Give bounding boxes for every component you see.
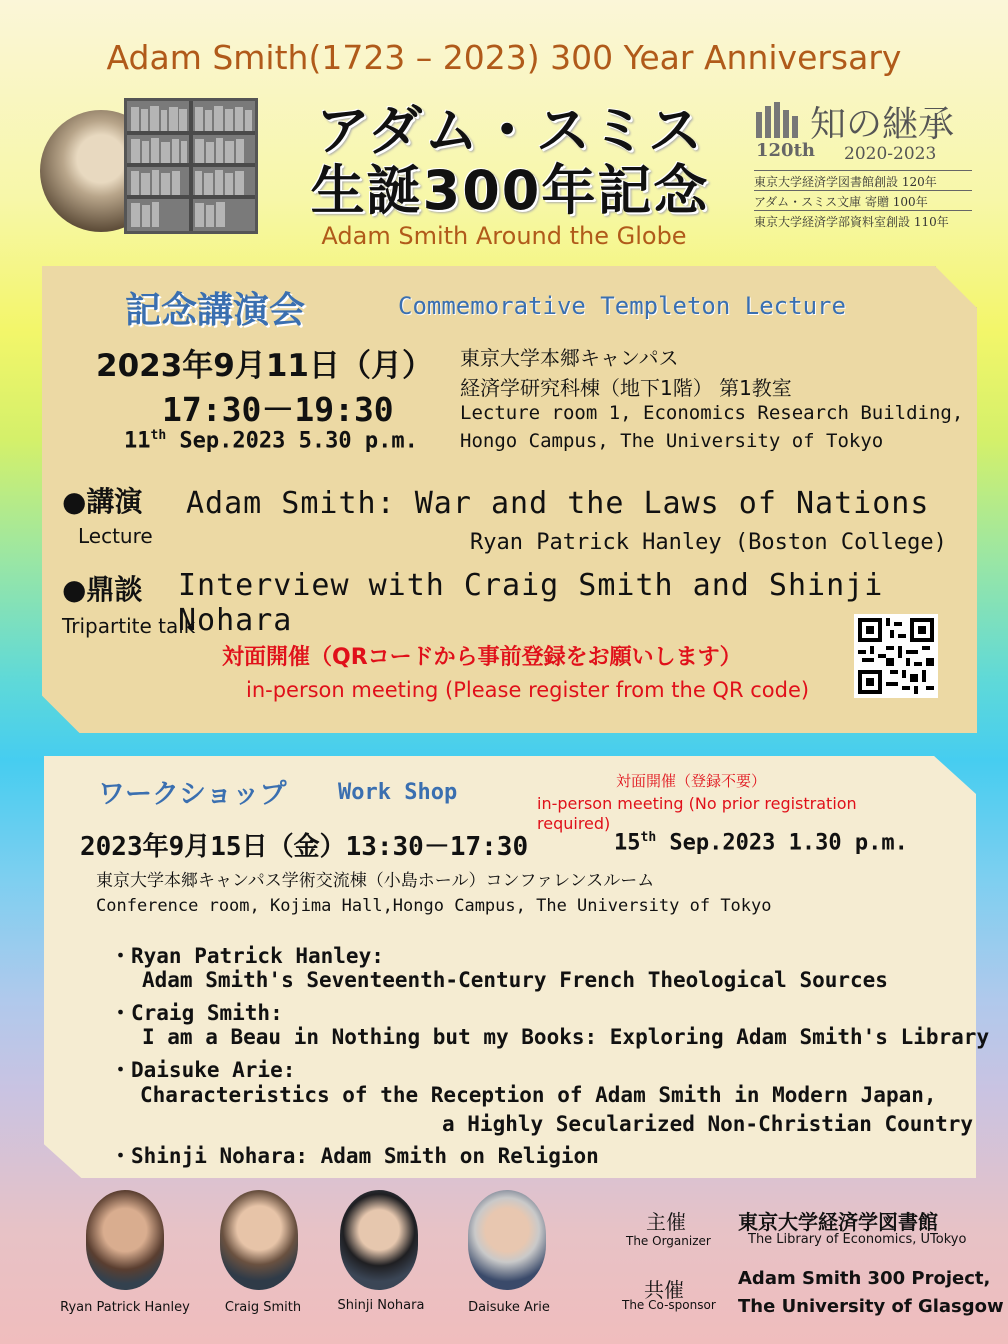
bars-icon — [754, 102, 804, 142]
talk-label: ●鼎談 — [62, 573, 143, 606]
lecture-label: ●講演 — [62, 485, 143, 518]
talk-title: Interview with Craig Smith and Shinji Nohara — [178, 568, 884, 638]
logo-line: アダム・スミス文庫 寄贈 100年 — [754, 190, 972, 210]
workshop-talk-title: Adam Smith's Seventeenth-Century French Theological Sources — [142, 968, 888, 992]
workshop-date-en: 15th Sep.2023 1.30 p.m. — [614, 830, 908, 856]
cosponsor-name: Adam Smith 300 Project, — [738, 1268, 991, 1289]
speaker-name: Daisuke Arie — [468, 1300, 550, 1315]
organizer-label-en: The Organizer — [626, 1234, 711, 1248]
workshop-venue-en: Conference room, Kojima Hall,Hongo Campus, The University of Tokyo — [96, 896, 772, 916]
speaker-name: Ryan Patrick Hanley — [60, 1300, 190, 1315]
subtitle: Adam Smith Around the Globe — [321, 222, 687, 250]
speaker-photo — [340, 1190, 418, 1290]
logo-line: 東京大学経済学図書館創設 120年 — [754, 170, 972, 190]
organizer-label: 主催 — [646, 1210, 686, 1234]
cosponsor-name: The University of Glasgow — [738, 1296, 1004, 1317]
talk-label-en: Tripartite talk — [62, 614, 196, 638]
workshop-date: 2023年9月15日（金）13:30－17:30 — [80, 832, 529, 862]
speaker-photo — [468, 1190, 546, 1290]
lecture-venue-line: 経済学研究科棟（地下1階） 第1教室 — [460, 376, 792, 400]
workshop-note-en: in-person meeting (No prior registration required) — [537, 794, 857, 833]
speaker-photo — [86, 1190, 164, 1290]
lecture-venue-line: 東京大学本郷キャンパス — [460, 346, 679, 370]
lecture-venue-line: Lecture room 1, Economics Research Building, — [460, 402, 964, 424]
cosponsor-label: 共催 — [644, 1278, 684, 1302]
workshop-speaker: ・Shinji Nohara: Adam Smith on Religion — [110, 1144, 599, 1168]
logo-years: 2020-2023 — [844, 144, 937, 164]
speaker-name: Shinji Nohara — [337, 1298, 425, 1313]
cosponsor-label-en: The Co-sponsor — [622, 1298, 716, 1312]
qr-code[interactable] — [854, 614, 938, 698]
lecture-date-en: 11th Sep.2023 5.30 p.m. — [124, 428, 418, 454]
lecture-venue-line: Hongo Campus, The University of Tokyo — [460, 430, 884, 452]
logo-title: 知の継承 — [810, 104, 955, 145]
organizer-name: 東京大学経済学図書館 — [738, 1210, 938, 1234]
registration-note-en: in-person meeting (Please register from the QR code) — [246, 678, 810, 702]
workshop-section-title-en: Work Shop — [338, 780, 458, 805]
workshop-talk-title: a Highly Secularized Non-Christian Country — [442, 1112, 974, 1136]
lecture-label-en: Lecture — [78, 524, 153, 548]
lecture-date: 2023年9月11日（月） — [96, 348, 433, 384]
logo-line: 東京大学経済学部資料室創設 110年 — [754, 210, 972, 230]
workshop-venue: 東京大学本郷キャンパス学術交流棟（小島ホール）コンファレンスルーム — [96, 871, 655, 891]
logo-number: 120th — [756, 140, 815, 161]
workshop-talk-title: Characteristics of the Reception of Adam Smith in Modern Japan, — [140, 1083, 937, 1107]
workshop-speaker: ・Daisuke Arie: — [110, 1058, 296, 1082]
lecture-title: Adam Smith: War and the Laws of Nations — [186, 486, 930, 521]
registration-note: 対面開催（QRコードから事前登録をお願いします） — [222, 645, 742, 670]
workshop-speaker: ・Craig Smith: — [110, 1001, 283, 1025]
lecture-speaker: Ryan Patrick Hanley (Boston College) — [470, 530, 947, 555]
japanese-title-line-1: アダム・スミス — [315, 99, 705, 162]
japanese-title-line-2: 生誕300年記念 — [310, 159, 710, 222]
lecture-section-title: 記念講演会 — [125, 290, 306, 331]
lecture-time: 17:30－19:30 — [162, 390, 394, 429]
top-title: Adam Smith(1723 – 2023) 300 Year Anniversary — [106, 38, 902, 77]
organizer-name-en: The Library of Economics, UTokyo — [748, 1232, 967, 1247]
speaker-name: Craig Smith — [224, 1300, 302, 1315]
library-anniversary-logo — [754, 96, 974, 234]
workshop-speaker: ・Ryan Patrick Hanley: — [110, 944, 384, 968]
workshop-section-title: ワークショップ — [98, 779, 287, 810]
speaker-photo — [220, 1190, 298, 1290]
workshop-talk-title: I am a Beau in Nothing but my Books: Exploring Adam Smith's Library — [142, 1025, 990, 1049]
lecture-section-title-en: Commemorative Templeton Lecture — [398, 292, 846, 320]
workshop-note: 対面開催（登録不要） — [616, 772, 767, 790]
bookshelf-photo — [124, 98, 258, 234]
